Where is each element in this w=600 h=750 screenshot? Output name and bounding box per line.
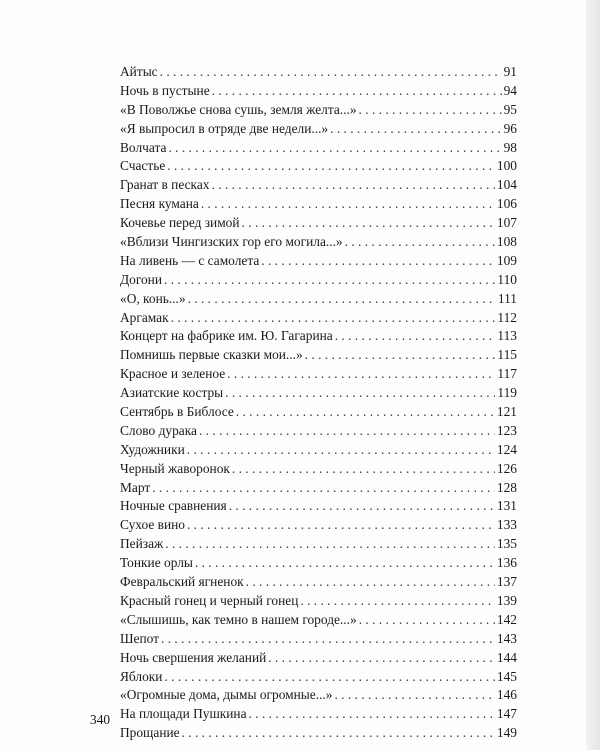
toc-entry: [120, 592, 517, 611]
toc-entry: [120, 422, 517, 441]
toc-entry: [120, 535, 517, 554]
toc-entry-title: На площади Пушкина: [120, 706, 247, 722]
toc-entry-page: 108: [496, 234, 517, 250]
toc-entry-title: «В Поволжье снова сушь, земля желта...»: [120, 101, 357, 117]
toc-leader-dots: [187, 441, 495, 460]
toc-entry-title: Догони: [120, 271, 163, 287]
toc-entry-page: 136: [496, 555, 517, 571]
toc-entry-title: Февральский ягненок: [120, 574, 244, 590]
toc-leader-dots: [246, 573, 495, 592]
toc-leader-dots: [212, 176, 495, 195]
toc-leader-dots: [236, 403, 495, 422]
toc-entry-title: Прощание: [120, 725, 180, 741]
toc-leader-dots: [182, 724, 495, 743]
toc-entry-title: Тонкие орлы: [120, 555, 193, 571]
toc-entry: [120, 327, 517, 346]
toc-entry: [120, 195, 517, 214]
toc-entry: [120, 668, 517, 687]
toc-entry-page: 146: [496, 687, 517, 703]
toc-leader-dots: [201, 195, 495, 214]
toc-entry-page: 121: [496, 404, 517, 420]
toc-entry-page: 131: [496, 498, 517, 514]
toc-entry-page: 128: [496, 479, 517, 495]
toc-entry-title: Ночные сравнения: [120, 498, 227, 514]
toc-leader-dots: [300, 592, 495, 611]
toc-entry: [120, 441, 517, 460]
toc-leader-dots: [335, 327, 496, 346]
toc-leader-dots: [187, 516, 495, 535]
toc-entry-page: 94: [503, 82, 517, 98]
toc-entry: [120, 139, 517, 158]
toc-leader-dots: [334, 686, 494, 705]
toc-entry-page: 124: [496, 441, 517, 457]
toc-entry: [120, 630, 517, 649]
toc-entry-page: 112: [497, 309, 517, 325]
toc-leader-dots: [168, 139, 501, 158]
toc-entry-page: 107: [496, 215, 517, 231]
toc-leader-dots: [167, 157, 495, 176]
toc-entry-title: Счастье: [120, 158, 166, 174]
toc-leader-dots: [161, 630, 495, 649]
toc-entry-page: 142: [496, 611, 517, 627]
toc-entry: [120, 365, 517, 384]
toc-entry: [120, 309, 517, 328]
toc-entry-title: Аргамак: [120, 309, 169, 325]
toc-entry: [120, 233, 517, 252]
toc-entry-title: Сухое вино: [120, 517, 185, 533]
toc-leader-dots: [305, 346, 496, 365]
toc-entry-page: 104: [496, 177, 517, 193]
toc-entry-page: 145: [496, 668, 517, 684]
toc-entry: [120, 271, 517, 290]
toc-entry: [120, 686, 517, 705]
toc-entry-page: 113: [497, 328, 517, 344]
toc-entry-page: 96: [503, 120, 517, 136]
toc-entry: [120, 479, 517, 498]
toc-leader-dots: [165, 535, 495, 554]
toc-entry-title: Красный гонец и черный гонец: [120, 592, 299, 608]
toc-entry-title: Сентябрь в Библосе: [120, 404, 234, 420]
toc-leader-dots: [232, 460, 495, 479]
toc-entry-title: Волчата: [120, 139, 167, 155]
toc-entry-page: 137: [496, 574, 517, 590]
toc-leader-dots: [164, 271, 495, 290]
toc-entry-title: Слово дурака: [120, 422, 197, 438]
toc-entry: [120, 63, 517, 82]
toc-leader-dots: [152, 479, 495, 498]
toc-leader-dots: [199, 422, 495, 441]
toc-entry-title: Гранат в песках: [120, 177, 210, 193]
toc-entry-page: 149: [496, 725, 517, 741]
toc-leader-dots: [171, 309, 496, 328]
toc-entry-page: 111: [497, 290, 517, 306]
toc-leader-dots: [359, 101, 502, 120]
toc-entry-title: Концерт на фабрике им. Ю. Гагарина: [120, 328, 333, 344]
toc-leader-dots: [242, 214, 495, 233]
toc-entry-page: 147: [496, 706, 517, 722]
toc-leader-dots: [225, 384, 495, 403]
toc-entry: [120, 516, 517, 535]
toc-entry-page: 126: [496, 460, 517, 476]
toc-entry-title: Ночь свершения желаний: [120, 649, 267, 665]
toc-entry: [120, 497, 517, 516]
toc-entry: [120, 649, 517, 668]
toc-entry: [120, 705, 517, 724]
toc-entry: [120, 101, 517, 120]
toc-entry: [120, 157, 517, 176]
toc-entry-page: 98: [503, 139, 517, 155]
toc-entry-page: 115: [497, 347, 517, 363]
toc-entry-page: 139: [496, 592, 517, 608]
toc-entry-title: Художники: [120, 441, 185, 457]
toc-leader-dots: [212, 82, 502, 101]
toc-entry-page: 123: [496, 422, 517, 438]
toc-leader-dots: [227, 365, 495, 384]
toc-entry: [120, 554, 517, 573]
toc-entry-page: 133: [496, 517, 517, 533]
toc-leader-dots: [188, 290, 496, 309]
toc-entry-title: Азиатские костры: [120, 385, 224, 401]
toc-entry: [120, 724, 517, 743]
toc-entry-title: Айтыс: [120, 64, 158, 79]
toc-leader-dots: [195, 554, 495, 573]
toc-entry-title: Шепот: [120, 630, 159, 646]
toc-entry-title: Пейзаж: [120, 536, 164, 552]
toc-entry-page: 106: [496, 196, 517, 212]
toc-entry: [120, 176, 517, 195]
toc-entry-page: 135: [496, 536, 517, 552]
toc-entry-page: 100: [496, 158, 517, 174]
toc-entry-page: 95: [503, 101, 517, 117]
toc-entry-page: 144: [496, 649, 517, 665]
toc-leader-dots: [345, 233, 495, 252]
toc-leader-dots: [249, 705, 495, 724]
toc-entry-title: «О, конь...»: [120, 290, 186, 306]
toc-leader-dots: [160, 63, 502, 82]
toc-entry: [120, 252, 517, 271]
toc-entry-title: Песня кумана: [120, 196, 199, 212]
toc-entry-page: 119: [497, 385, 517, 401]
toc-entry-title: Черный жаворонок: [120, 460, 230, 476]
toc-entry-title: На ливень — с самолета: [120, 252, 260, 268]
table-of-contents: [120, 63, 517, 743]
toc-entry: [120, 384, 517, 403]
toc-entry: [120, 573, 517, 592]
toc-leader-dots: [261, 252, 495, 271]
toc-entry: [120, 214, 517, 233]
toc-leader-dots: [330, 120, 501, 139]
toc-entry-page: 117: [497, 366, 517, 382]
toc-entry-title: «Я выпросил в отряде две недели...»: [120, 120, 329, 136]
toc-entry: [120, 290, 517, 309]
toc-entry-page: 91: [503, 64, 517, 79]
toc-entry-title: Март: [120, 479, 151, 495]
toc-leader-dots: [268, 649, 495, 668]
page-number: 340: [90, 712, 111, 727]
toc-entry-title: Кочевье перед зимой: [120, 215, 240, 231]
toc-entry: [120, 403, 517, 422]
toc-entry: [120, 346, 517, 365]
toc-entry-title: Красное и зеленое: [120, 366, 226, 382]
toc-entry-title: Ночь в пустыне: [120, 82, 210, 98]
toc-entry: [120, 120, 517, 139]
toc-leader-dots: [359, 611, 495, 630]
toc-entry: [120, 611, 517, 630]
toc-entry-title: Помнишь первые сказки мои...»: [120, 347, 303, 363]
toc-entry-page: 109: [496, 252, 517, 268]
toc-entry: [120, 82, 517, 101]
toc-entry-title: Яблоки: [120, 668, 163, 684]
toc-entry: [120, 460, 517, 479]
page-edge-shadow: [586, 0, 600, 750]
toc-leader-dots: [164, 668, 494, 687]
toc-leader-dots: [229, 497, 495, 516]
toc-entry-page: 143: [496, 630, 517, 646]
toc-entry-page: 110: [497, 271, 517, 287]
toc-entry-title: «Огромные дома, дымы огромные...»: [120, 687, 333, 703]
toc-entry-title: «Вблизи Чингизских гор его могила...»: [120, 234, 343, 250]
toc-entry-title: «Слышишь, как темно в нашем городе...»: [120, 611, 357, 627]
